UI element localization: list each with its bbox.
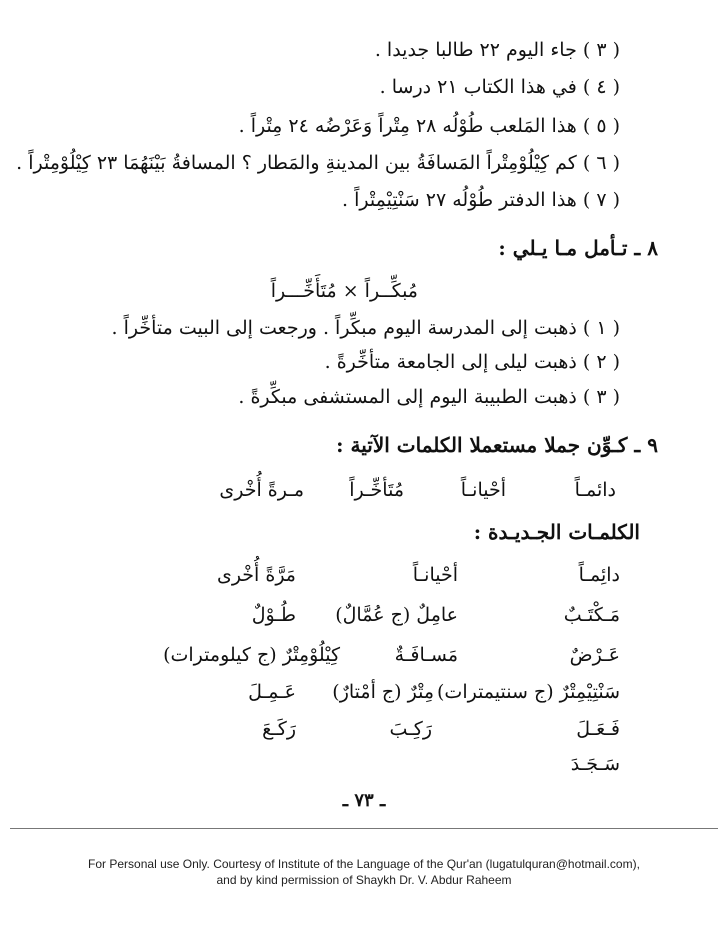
vocab-word: فَـعَـلَ (576, 718, 620, 740)
new-words-heading: الكلمـات الجـديـدة : (473, 520, 640, 544)
vocab-word: سَنْتِيْمِتْرٌ (ج سنتيمترات) (437, 681, 620, 703)
vocab-word: عَـرْضٌ (569, 644, 620, 666)
section-8-contrast: مُبكِّــراً × مُتَأَخِّـــراً (270, 280, 418, 302)
vocab-word: رَكِـبَ (389, 718, 432, 740)
vocab-word: مَرَّةً أُخْرى (216, 564, 296, 586)
vocab-word: عَـمِـلَ (248, 681, 296, 703)
sentence-7: ( ٧ ) هذا الدفتر طُوْلُه ٢٧ سَنْتِيْمِتْراً . (342, 189, 620, 211)
vocab-word: دائِمـاً (578, 564, 620, 586)
vocab-word: رَكَـعَ (262, 718, 296, 740)
vocab-word: كِيْلُوْمِتْرٌ (ج كيلومترات) (163, 644, 340, 666)
footer-line-1: For Personal use Only. Courtesy of Institute of the Language of the Qur'an (lugatulquran@hotmail.com), (88, 857, 640, 871)
sentence-3: ( ٣ ) جاء اليوم ٢٢ طالبا جديدا . (374, 39, 620, 61)
section-8-sentence-1: ( ١ ) ذهبت إلى المدرسة اليوم مبكِّراً . ورجعت إلى البيت متأخِّراً . (111, 317, 620, 339)
section-9-heading: ٩ ـ كـوِّن جملا مستعملا الكلمات الآتية : (336, 433, 658, 457)
footer (0, 856, 728, 888)
section-8-heading: ٨ ـ تـأمل مـا يـلي : (498, 236, 658, 260)
section-9-word-2: أحْيانـاً (460, 479, 506, 501)
vocab-word: مَسـافَـةٌ (394, 644, 458, 666)
section-9-word-3: مُتَأخِّـراً (349, 479, 404, 501)
section-9-word-4: مـرةً أُخْرى (219, 479, 304, 501)
sentence-6: ( ٦ ) كم كِيْلُوْمِتْراً المَسافَةُ بين المدينةِ والمَطار ؟ المسافةُ بَيْنَهُمَا ٢٣ كِيْلُوْمِتْراً . (16, 152, 620, 174)
section-9-word-1: دائمـاً (574, 479, 616, 501)
page-number: ـ ٧٣ ـ (342, 790, 386, 811)
vocab-word: مَـكْتَـبٌ (563, 604, 620, 626)
vocab-word: عامِلٌ (ج عُمَّالٌ) (335, 604, 458, 626)
section-8-sentence-3: ( ٣ ) ذهبت الطبيبة اليوم إلى المستشفى مبكِّرةً . (238, 386, 620, 408)
vocab-word: مِتْرٌ (ج أمْتارٌ) (332, 681, 434, 703)
vocab-word: طُـوْلٌ (251, 604, 296, 626)
footer-divider (10, 828, 718, 829)
footer-line-2: and by kind permission of Shaykh Dr. V. Abdur Raheem (216, 873, 512, 887)
vocab-word: سَـجَـدَ (570, 753, 620, 775)
vocab-word: أحْيانـاً (412, 564, 458, 586)
sentence-4: ( ٤ ) في هذا الكتاب ٢١ درسا . (379, 76, 620, 98)
sentence-5: ( ٥ ) هذا المَلعب طُوْلُه ٢٨ مِتْراً وَعَرْضُه ٢٤ مِتْراً . (238, 115, 620, 137)
section-8-sentence-2: ( ٢ ) ذهبت ليلى إلى الجامعة متأخِّرةً . (324, 351, 620, 373)
